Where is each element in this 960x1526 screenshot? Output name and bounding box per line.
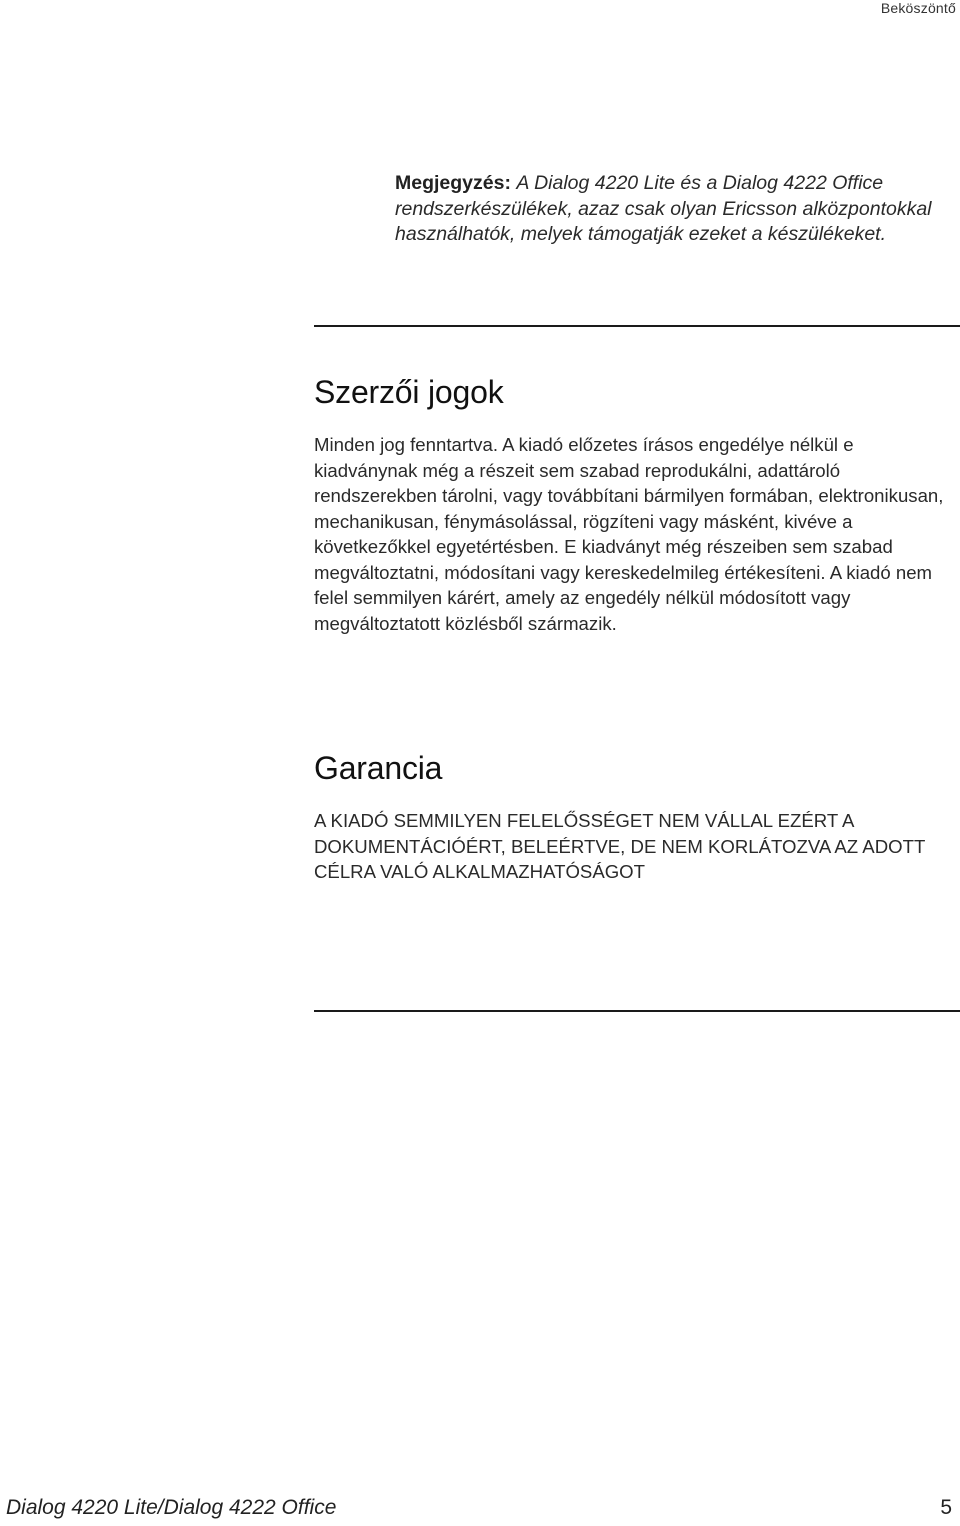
note-block xyxy=(395,171,955,248)
top-divider xyxy=(314,325,960,327)
bottom-divider xyxy=(314,1010,960,1012)
copyright-heading: Szerzői jogok xyxy=(314,374,504,410)
note-text: A Dialog 4220 Lite és a Dialog 4222 Office rendszerkészülékek, azaz csak olyan Ericsson alközpontokkal használhatók, melyek támogatják ezeket a készülékeket. xyxy=(395,172,932,245)
note-label: Megjegyzés: xyxy=(395,172,511,194)
running-header: Beköszöntő xyxy=(880,0,956,16)
warranty-paragraph: A KIADÓ SEMMILYEN FELELŐSSÉGET NEM VÁLLAL EZÉRT A DOKUMENTÁCIÓÉRT, BELEÉRTVE, DE NEM KORLÁTOZVA AZ ADOTT CÉLRA VALÓ ALKALMAZHATÓSÁGOT xyxy=(314,810,925,882)
copyright-paragraph: Minden jog fenntartva. A kiadó előzetes írásos engedélye nélkül e kiadványnak még a részeit sem szabad reprodukálni, adattároló rendszerekben tárolni, vagy továbbítani bármilyen formában, elektronikusan, mechanikusan, fénymásolással, rögzíteni vagy másként, kivéve a következőkkel egyetértésben. E kiadványt még részeiben sem szabad megváltoztatni, módosítani vagy kereskedelmileg értékesíteni. A kiadó nem felel semmilyen kárért, amely az engedély nélkül módosított vagy megváltoztatott közlésből származik. xyxy=(314,434,944,634)
warranty-heading: Garancia xyxy=(314,750,443,786)
footer-page-number: 5 xyxy=(940,1496,952,1519)
footer-document-title: Dialog 4220 Lite/Dialog 4222 Office xyxy=(6,1496,337,1519)
